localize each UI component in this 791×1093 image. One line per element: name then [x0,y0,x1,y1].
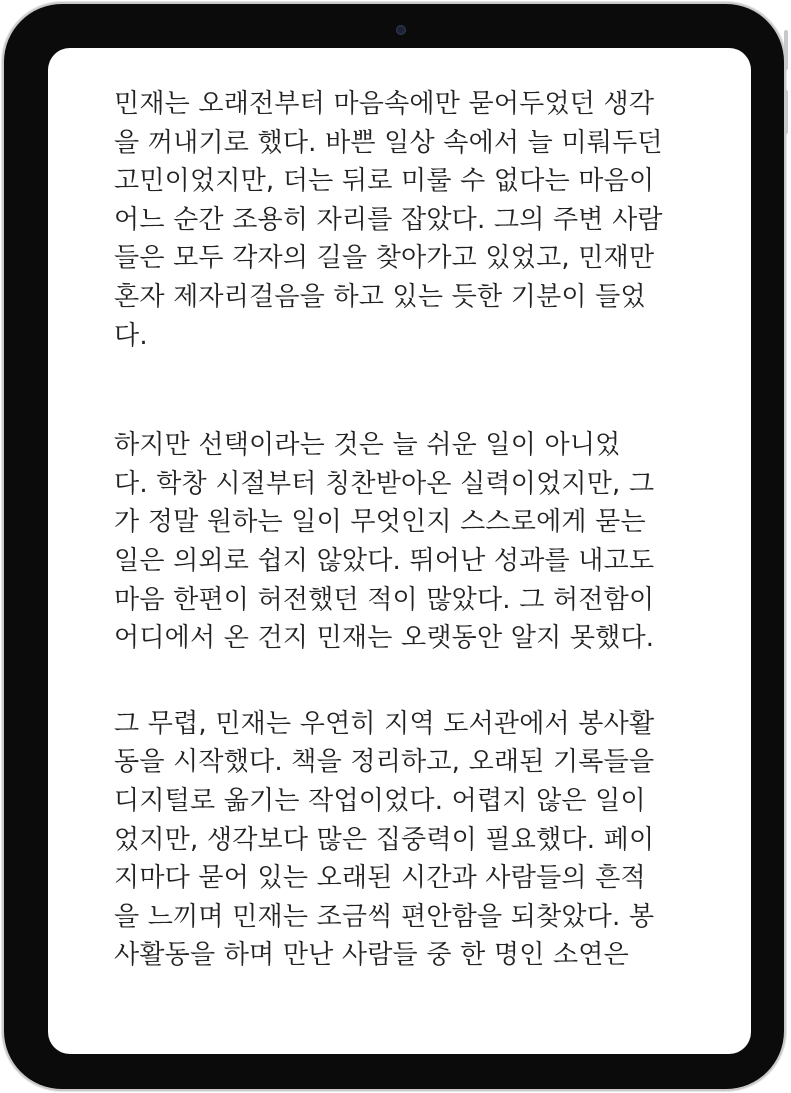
text-line: 을 느끼며 민재는 조금씩 편안함을 되찾았다. 봉 [114,901,655,932]
text-line: 고민이었지만, 더는 뒤로 미룰 수 없다는 마음이 [114,166,655,197]
text-line: 마음 한편이 허전했던 적이 많았다. 그 허전함이 [114,584,655,615]
tablet-device-frame [4,4,784,1089]
paragraph [114,85,663,355]
text-line: 그 무렵, 민재는 우연히 지역 도서관에서 봉사활 [114,708,655,739]
text-line: 사활동을 하며 만난 사람들 중 한 명인 소연은 [114,940,629,971]
volume-button [784,90,788,134]
text-line: 동을 시작했다. 책을 정리하고, 오래된 기록들을 [114,747,655,778]
reader-text-content [114,85,663,975]
text-line: 들은 모두 각자의 길을 찾아가고 있었고, 민재만 [114,243,655,274]
text-line: 을 꺼내기로 했다. 바쁜 일상 속에서 늘 미뤄두던 [114,127,663,158]
text-line: 가 정말 원하는 일이 무엇인지 스스로에게 묻는 [114,507,646,538]
text-line: 었지만, 생각보다 많은 집중력이 필요했다. 페이 [114,824,655,855]
text-line: 디지털로 옮기는 작업이었다. 어렵지 않은 일이 [114,785,646,816]
text-line: 혼자 제자리걸음을 하고 있는 듯한 기분이 들었 [114,281,646,312]
text-line: 어디에서 온 건지 민재는 오랫동안 알지 못했다. [114,623,655,654]
reader-screen[interactable] [48,48,751,1054]
paragraph [114,705,663,975]
text-line: 일은 의외로 쉽지 않았다. 뛰어난 성과를 내고도 [114,545,655,576]
text-line: 하지만 선택이라는 것은 늘 쉬운 일이 아니었 [114,430,621,461]
text-line: 민재는 오래전부터 마음속에만 묻어두었던 생각 [114,89,655,119]
text-line: 다. 학창 시절부터 칭찬받아온 실력이었지만, 그 [114,468,655,499]
text-line: 다. [114,320,148,351]
front-camera-icon [396,25,406,35]
text-line: 어느 순간 조용히 자리를 잡았다. 그의 주변 사람 [114,204,663,235]
text-line: 지마다 묻어 있는 오래된 시간과 사람들의 흔적 [114,863,646,894]
top-button [784,30,788,70]
paragraph [114,426,663,658]
